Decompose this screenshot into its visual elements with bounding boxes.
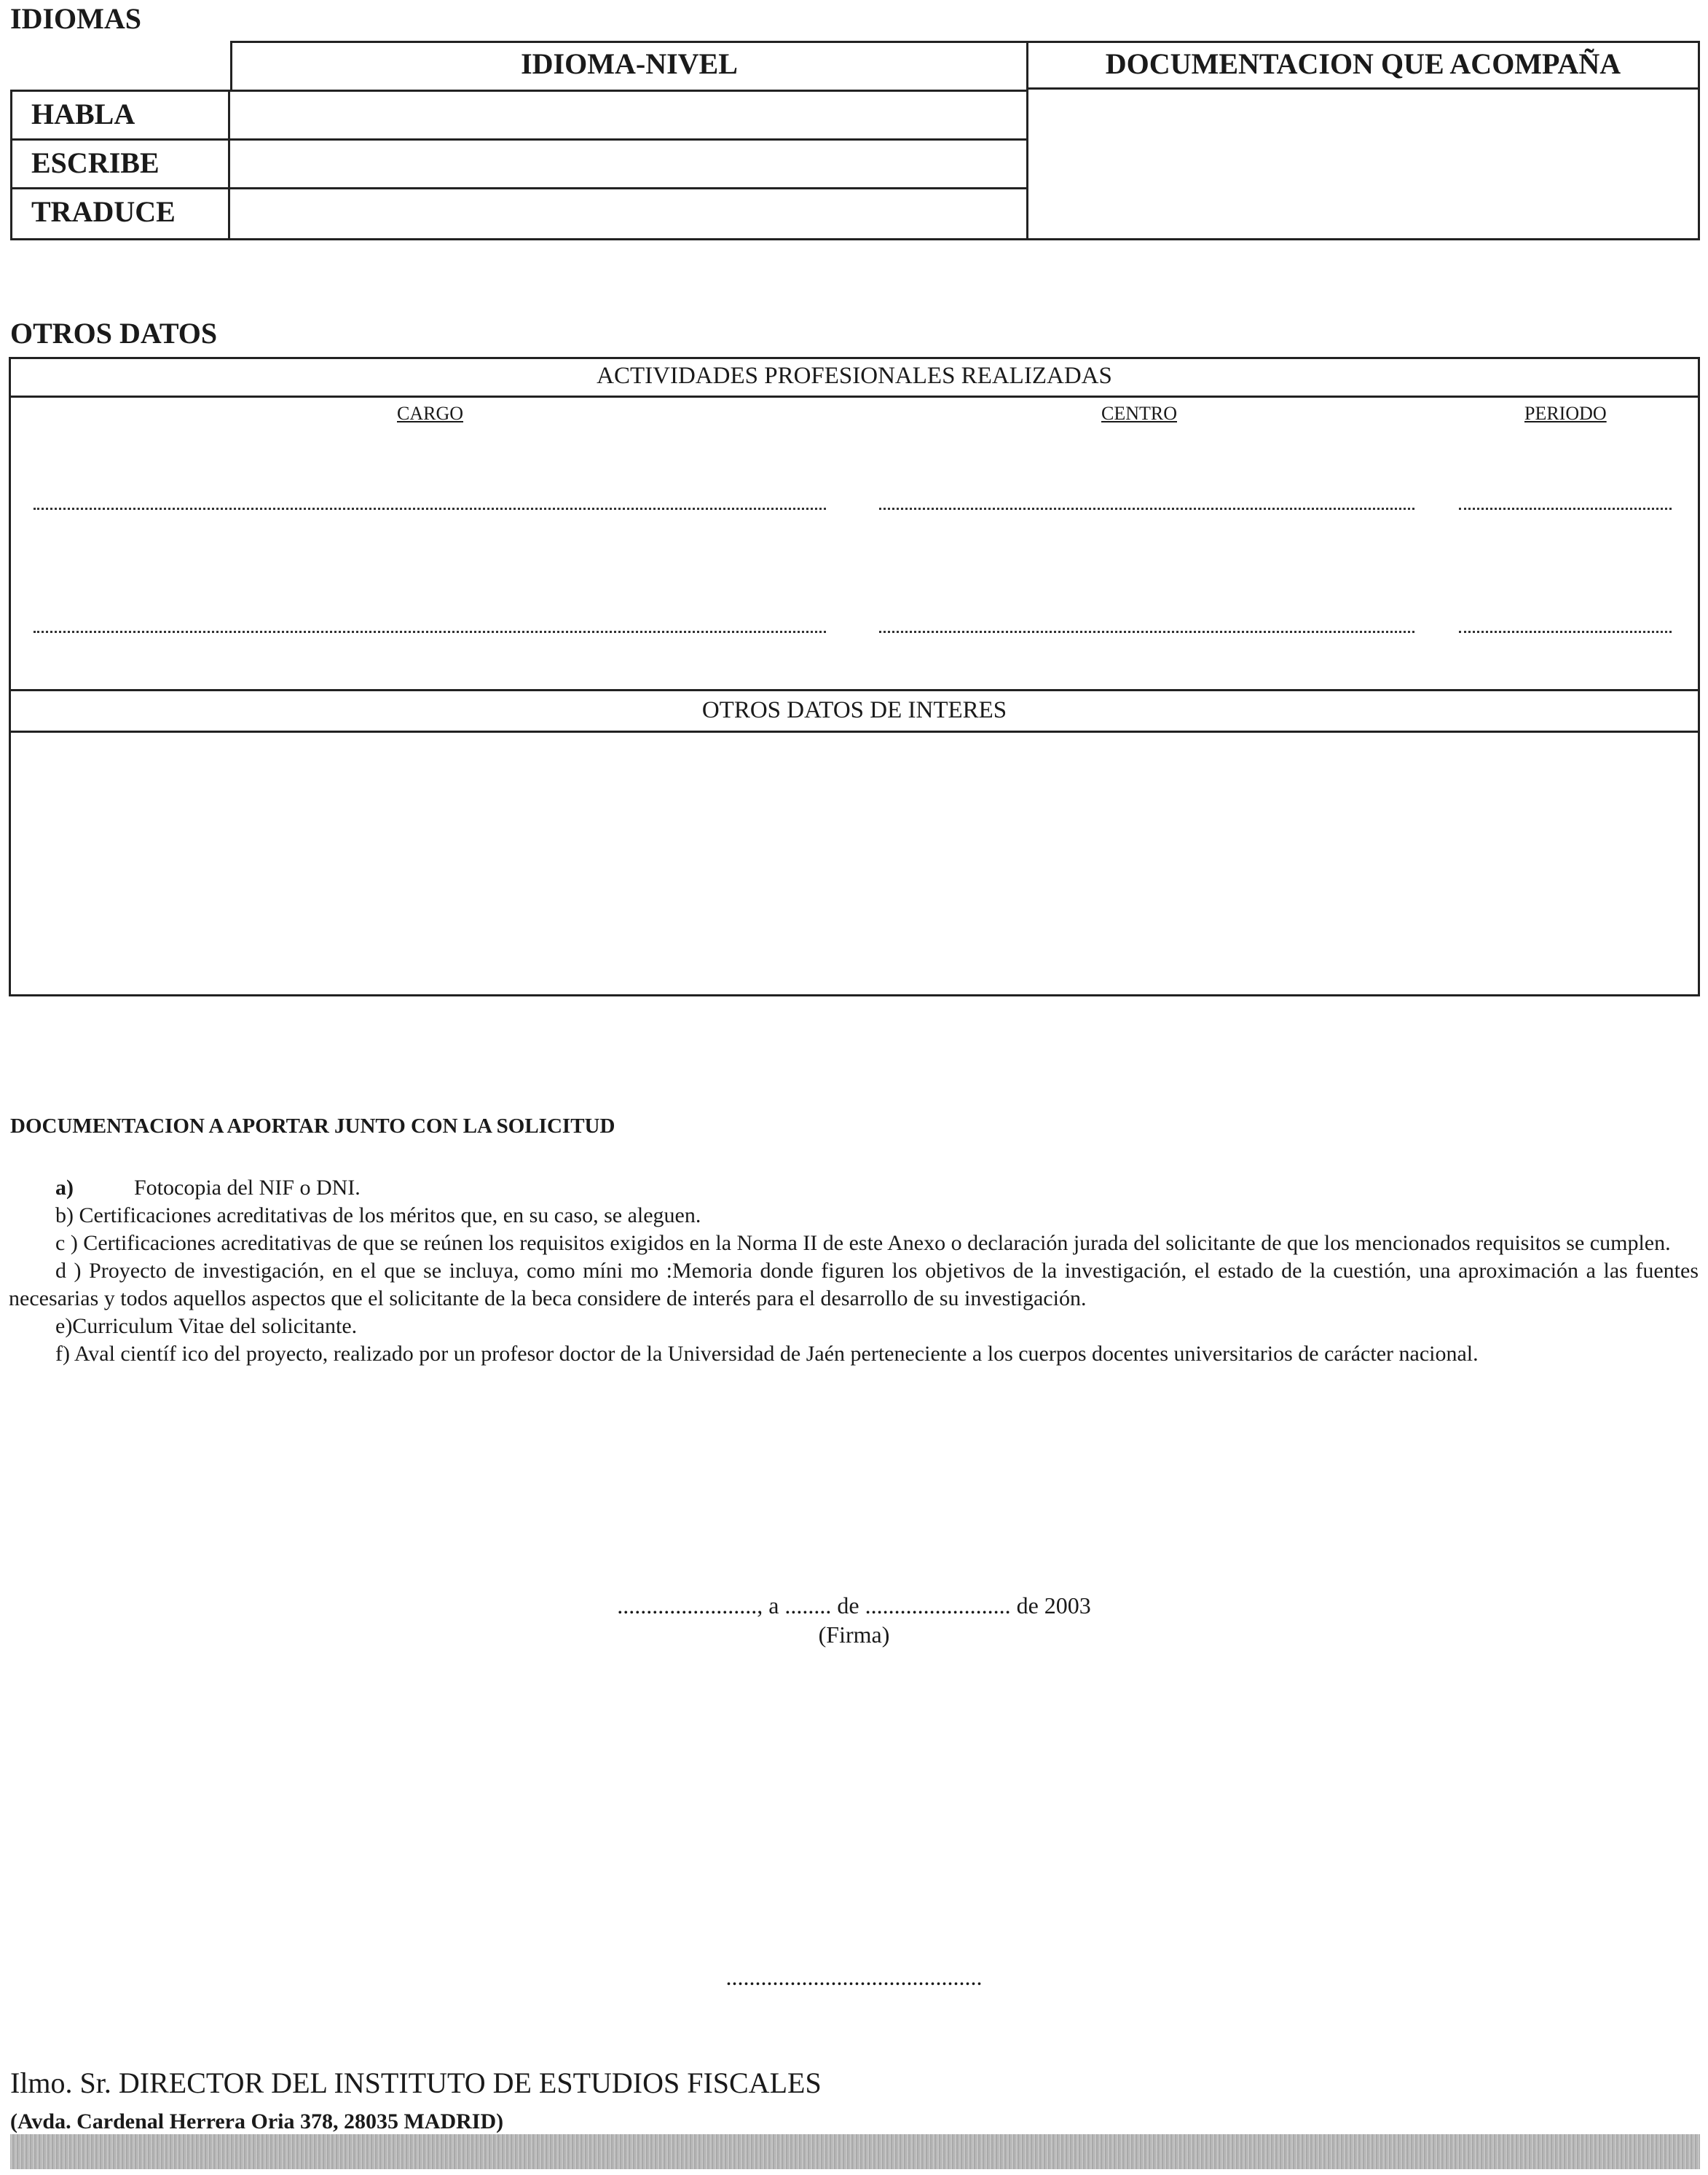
periodo-column-header: PERIODO xyxy=(1524,403,1607,424)
actividades-header-label: ACTIVIDADES PROFESIONALES REALIZADAS xyxy=(597,363,1112,389)
actividades-header xyxy=(9,357,1700,398)
idioma-nivel-header xyxy=(230,41,1028,92)
firma-label: (Firma) xyxy=(818,1621,890,1648)
addressee: Ilmo. Sr. DIRECTOR DEL INSTITUTO DE ESTUDIOS FISCALES xyxy=(10,2066,822,2099)
date-line[interactable]: ........................, a ........ de ......................... de 2003 xyxy=(617,1592,1091,1619)
idioma-nivel-label: IDIOMA-NIVEL xyxy=(521,47,738,80)
address: (Avda. Cardenal Herrera Oria 378, 28035 MADRID) xyxy=(10,2109,504,2133)
cargo-line-1[interactable] xyxy=(34,508,826,510)
doc-item-a: a) Fotocopia del NIF o DNI. xyxy=(55,1176,361,1200)
centro-line-1[interactable] xyxy=(879,508,1414,510)
periodo-line-1[interactable] xyxy=(1459,508,1672,510)
centro-column-header: CENTRO xyxy=(1101,403,1177,424)
doc-item-f: f) Aval científ ico del proyecto, realizado por un profesor doctor de la Universidad de Jaén perteneciente a los cuerpos docentes universitarios de carácter nacional. xyxy=(55,1342,1479,1366)
centro-line-2[interactable] xyxy=(879,631,1414,633)
otros-datos-title: OTROS DATOS xyxy=(10,317,218,350)
doc-item-c: c ) Certificaciones acreditativas de que se reúnen los requisitos exigidos en la Norma II de este Anexo o declaración jurada del solicitante de que los mencionados requisitos se cumplen. xyxy=(55,1231,1671,1255)
documentacion-title: DOCUMENTACION A APORTAR JUNTO CON LA SOLICITUD xyxy=(10,1114,615,1138)
otros-datos-interes-label: OTROS DATOS DE INTERES xyxy=(701,697,1007,723)
doc-item-d: d ) Proyecto de investigación, en el que se incluya, como míni mo :Memoria donde figuren los objetivos de la investigación, el estado de la cuestión, una aproximación a las fuentes necesarias y todos aquellos aspectos que el solicitante de la beca considere de interés para el desarrollo de su investigación. xyxy=(9,1259,1699,1310)
documentacion-list xyxy=(9,1174,1699,1368)
escribe-field[interactable] xyxy=(228,138,1028,189)
documentacion-acompana-cell[interactable] xyxy=(1026,41,1700,240)
footer-decorative-bar xyxy=(10,2134,1700,2169)
signature-line[interactable]: ............................................ xyxy=(725,1964,983,1990)
documentacion-acompana-label: DOCUMENTACION QUE ACOMPAÑA xyxy=(1028,43,1698,90)
habla-field[interactable] xyxy=(228,90,1028,141)
periodo-line-2[interactable] xyxy=(1459,631,1672,633)
cargo-column-header: CARGO xyxy=(397,403,464,424)
traduce-field[interactable] xyxy=(228,187,1028,240)
otros-datos-interes-header xyxy=(9,689,1700,733)
otros-datos-interes-field[interactable] xyxy=(11,733,1698,994)
row-label-escribe: ESCRIBE xyxy=(10,138,230,189)
row-label-traduce: TRADUCE xyxy=(10,187,230,240)
row-label-habla: HABLA xyxy=(10,90,230,141)
cargo-line-2[interactable] xyxy=(34,631,826,633)
idiomas-title: IDIOMAS xyxy=(10,2,142,35)
doc-item-e: e)Curriculum Vitae del solicitante. xyxy=(55,1314,358,1338)
doc-item-b: b) Certificaciones acreditativas de los méritos que, en su caso, se aleguen. xyxy=(55,1203,701,1227)
